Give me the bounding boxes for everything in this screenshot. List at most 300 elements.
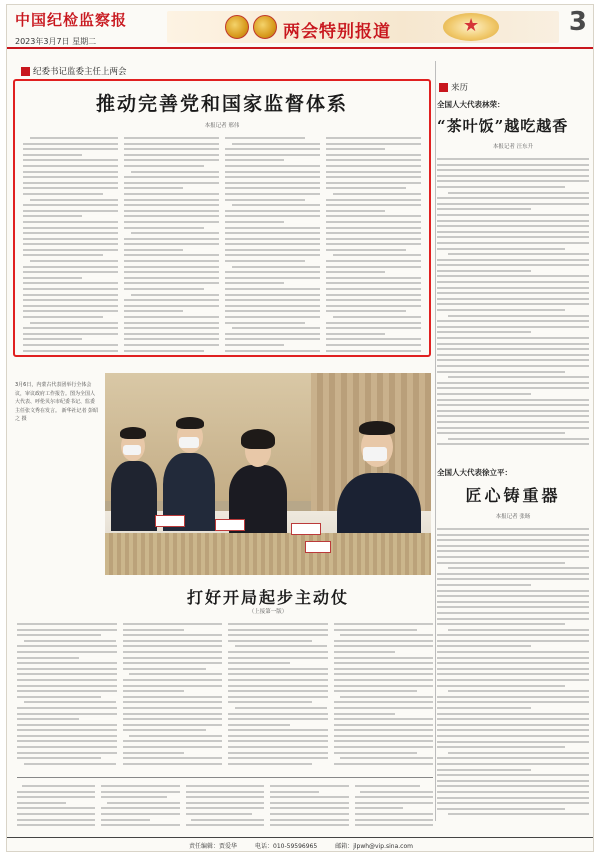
text-line — [23, 271, 118, 273]
text-line — [124, 316, 219, 318]
text-line — [437, 550, 589, 552]
text-line — [186, 791, 264, 793]
text-line — [437, 220, 589, 222]
text-line — [225, 260, 305, 262]
text-line — [23, 143, 118, 145]
text-line — [101, 807, 179, 809]
text-line — [448, 253, 589, 255]
text-line — [123, 752, 185, 754]
text-line — [437, 309, 565, 311]
text-line — [437, 634, 589, 636]
text-line — [437, 404, 589, 406]
text-line — [437, 393, 531, 395]
text-line — [437, 236, 589, 238]
text-line — [334, 623, 434, 625]
text-line — [123, 740, 223, 742]
text-line — [334, 668, 434, 670]
text-line — [23, 305, 118, 307]
text-line — [340, 634, 433, 636]
text-line — [228, 729, 328, 731]
bottom-col-1 — [17, 785, 95, 830]
nameplate-3 — [291, 523, 321, 535]
national-emblem-icon — [253, 15, 277, 39]
text-line — [17, 735, 117, 737]
text-line — [23, 182, 118, 184]
text-line — [232, 204, 320, 206]
text-line — [437, 623, 565, 625]
text-line — [326, 249, 406, 251]
text-line — [225, 294, 320, 296]
text-line — [270, 785, 348, 787]
text-line — [186, 796, 264, 798]
text-line — [23, 210, 118, 212]
text-line — [437, 354, 589, 356]
text-line — [437, 713, 589, 715]
text-line — [123, 685, 223, 687]
text-line — [437, 298, 589, 300]
text-line — [124, 159, 219, 161]
sidebar-article-2-byline: 本报记者 张旸 — [495, 514, 531, 520]
party-emblem-icon — [225, 15, 249, 39]
newspaper-page — [6, 4, 594, 852]
text-line — [437, 387, 589, 389]
text-line — [123, 701, 223, 703]
text-line — [437, 668, 589, 670]
text-line — [124, 305, 219, 307]
text-line — [225, 227, 320, 229]
photo-caption: 3月6日，内蒙古代表团举行全体会议，审议政府工作报告。图为全国人大代表、呼伦贝尔市纪委书记、监委主任张文秀在发言。 新华社记者 彭昭之 摄 — [15, 382, 99, 422]
text-line — [17, 729, 117, 731]
text-line — [437, 259, 589, 261]
text-line — [228, 685, 328, 687]
text-line — [437, 657, 589, 659]
text-line — [232, 266, 320, 268]
text-line — [225, 333, 320, 335]
text-line — [437, 679, 589, 681]
text-line — [437, 640, 589, 642]
text-line — [437, 797, 589, 799]
text-line — [101, 791, 179, 793]
text-line — [225, 243, 320, 245]
text-line — [124, 215, 219, 217]
text-line — [437, 208, 531, 210]
text-line — [334, 718, 434, 720]
text-line — [333, 254, 421, 256]
text-line — [437, 399, 589, 401]
continued-article-body — [17, 785, 433, 830]
text-line — [129, 673, 222, 675]
footer-phone: 电话：010-59596965 — [255, 843, 318, 850]
text-line — [17, 623, 117, 625]
footer-editor: 责任编辑：贾爱华 — [189, 843, 238, 850]
masthead-left — [15, 9, 128, 47]
text-line — [326, 176, 421, 178]
text-line — [225, 238, 320, 240]
text-line — [228, 696, 328, 698]
text-line — [334, 679, 434, 681]
text-line — [437, 573, 589, 575]
text-line — [23, 266, 118, 268]
nameplate-2 — [215, 519, 245, 531]
text-line — [23, 310, 118, 312]
text-line — [235, 645, 328, 647]
text-line — [124, 260, 219, 262]
text-line — [225, 154, 320, 156]
text-line — [123, 713, 223, 715]
text-line — [17, 791, 95, 793]
text-line — [225, 215, 320, 217]
text-line — [124, 271, 219, 273]
text-line — [437, 180, 589, 182]
text-line — [101, 785, 179, 787]
text-line — [437, 556, 589, 558]
lead-col-4 — [326, 137, 421, 355]
speaker-hair — [241, 429, 275, 449]
text-line — [124, 254, 219, 256]
text-line — [334, 657, 434, 659]
text-line — [123, 696, 223, 698]
text-line — [225, 249, 320, 251]
sidebar-article-1-body — [437, 158, 589, 445]
sidebar-article-1[interactable] — [437, 87, 589, 449]
text-line — [124, 199, 219, 201]
text-line — [437, 735, 589, 737]
text-line — [17, 657, 79, 659]
column-tag — [21, 65, 127, 77]
text-line — [437, 326, 589, 328]
second-col-3 — [228, 623, 328, 768]
text-line — [270, 796, 348, 798]
text-line — [131, 294, 219, 296]
text-line — [225, 159, 284, 161]
text-line — [123, 634, 223, 636]
text-line — [124, 204, 219, 206]
text-line — [124, 282, 219, 284]
text-line — [225, 322, 305, 324]
text-line — [437, 606, 589, 608]
text-line — [123, 707, 223, 709]
text-line — [123, 662, 223, 664]
text-line — [232, 327, 320, 329]
text-line — [228, 662, 290, 664]
text-line — [225, 282, 284, 284]
text-line — [30, 137, 118, 139]
text-line — [437, 595, 589, 597]
text-line — [334, 740, 434, 742]
delegate-1-hair — [120, 427, 146, 439]
text-line — [124, 277, 219, 279]
text-line — [17, 757, 101, 759]
text-line — [225, 316, 320, 318]
delegate-1-mask — [123, 445, 141, 455]
text-line — [437, 164, 589, 166]
text-line — [123, 690, 185, 692]
text-line — [186, 813, 252, 815]
text-line — [326, 271, 385, 273]
text-line — [17, 629, 117, 631]
text-line — [437, 410, 589, 412]
text-line — [334, 763, 434, 765]
text-line — [228, 752, 328, 754]
masthead — [7, 5, 594, 49]
text-line — [228, 701, 312, 703]
text-line — [225, 221, 284, 223]
text-line — [270, 802, 348, 804]
text-line — [334, 729, 434, 731]
text-line — [186, 807, 264, 809]
lead-article-title[interactable]: 推动完善党和国家监督体系 — [95, 93, 348, 115]
text-line — [124, 327, 219, 329]
delegate-2-mask — [179, 437, 199, 448]
sidebar-article-1-kicker: 全国人大代表林荣： — [437, 100, 505, 109]
lead-article-byline: 本报记者 邢伟 — [204, 123, 240, 129]
text-line — [437, 264, 589, 266]
text-line — [23, 221, 118, 223]
delegate-4-hair — [359, 421, 395, 435]
text-line — [437, 337, 589, 339]
text-line — [23, 148, 118, 150]
text-line — [326, 322, 421, 324]
text-line — [360, 791, 433, 793]
text-line — [124, 176, 219, 178]
text-line — [225, 350, 320, 352]
text-line — [340, 757, 433, 759]
text-line — [124, 210, 219, 212]
text-line — [17, 634, 101, 636]
text-line — [326, 154, 421, 156]
text-line — [17, 802, 66, 804]
text-line — [23, 277, 82, 279]
lead-col-2 — [124, 137, 219, 355]
text-line — [232, 143, 320, 145]
text-line — [228, 629, 328, 631]
text-line — [225, 165, 320, 167]
delegate-2-hair — [176, 417, 204, 429]
text-line — [123, 640, 223, 642]
text-line — [326, 288, 421, 290]
text-line — [17, 696, 101, 698]
text-line — [23, 282, 118, 284]
text-line — [124, 238, 219, 240]
text-line — [437, 175, 589, 177]
text-line — [17, 746, 117, 748]
text-line — [129, 735, 222, 737]
text-line — [326, 327, 421, 329]
text-line — [437, 343, 589, 345]
text-line — [437, 696, 589, 698]
text-line — [123, 657, 223, 659]
text-line — [437, 785, 589, 787]
nameplate-4 — [305, 541, 331, 553]
text-line — [225, 187, 320, 189]
text-line — [326, 199, 421, 201]
text-line — [334, 629, 418, 631]
bottom-col-2 — [101, 785, 179, 830]
delegate-1 — [111, 461, 157, 531]
text-line — [448, 629, 589, 631]
text-line — [437, 371, 565, 373]
second-article-body — [17, 623, 433, 768]
text-line — [448, 192, 589, 194]
lead-article[interactable] — [13, 79, 431, 357]
text-line — [437, 303, 589, 305]
text-line — [334, 701, 434, 703]
text-line — [228, 746, 328, 748]
text-line — [225, 193, 320, 195]
text-line — [333, 193, 421, 195]
text-line — [334, 662, 434, 664]
text-line — [437, 780, 589, 782]
meeting-photo[interactable] — [105, 373, 431, 575]
text-line — [123, 746, 223, 748]
text-line — [228, 757, 328, 759]
text-line — [23, 238, 118, 240]
text-line — [326, 159, 421, 161]
text-line — [124, 148, 219, 150]
text-line — [437, 718, 589, 720]
text-line — [131, 232, 219, 234]
sidebar-article-2-title[interactable]: 匠心铸重器 — [465, 486, 561, 505]
delegate-4-mask — [363, 447, 387, 461]
text-line — [437, 225, 589, 227]
text-line — [437, 673, 589, 675]
sidebar-article-1-title[interactable]: “茶叶饭”越吃越香 — [437, 117, 569, 135]
text-line — [124, 288, 204, 290]
text-line — [437, 791, 589, 793]
second-article-byline: （上接第一版） — [248, 609, 288, 615]
text-line — [225, 148, 320, 150]
text-line — [225, 271, 320, 273]
text-line — [124, 333, 219, 335]
text-line — [23, 165, 118, 167]
text-line — [17, 651, 117, 653]
text-line — [437, 539, 589, 541]
text-line — [225, 182, 320, 184]
text-line — [326, 305, 421, 307]
text-line — [448, 752, 589, 754]
text-line — [437, 432, 565, 434]
text-line — [228, 735, 328, 737]
text-line — [124, 338, 219, 340]
text-line — [437, 186, 565, 188]
text-line — [228, 651, 328, 653]
text-line — [326, 243, 421, 245]
text-line — [334, 645, 434, 647]
page-footer — [7, 837, 594, 852]
sidebar-article-2[interactable] — [437, 455, 589, 819]
text-line — [225, 288, 320, 290]
text-line — [437, 618, 589, 620]
sidebar-article-2-kicker: 全国人大代表徐立平： — [437, 468, 512, 477]
text-line — [355, 824, 433, 826]
text-line — [124, 227, 204, 229]
text-line — [437, 562, 565, 564]
text-line — [437, 802, 589, 804]
footer-email[interactable]: 邮箱：jlpwh@vip.sina.com — [335, 843, 413, 850]
text-line — [124, 182, 219, 184]
text-line — [437, 651, 589, 653]
text-line — [270, 824, 348, 826]
text-line — [355, 813, 433, 815]
text-line — [17, 668, 117, 670]
text-line — [23, 193, 103, 195]
text-line — [22, 785, 95, 787]
text-line — [123, 645, 223, 647]
text-line — [228, 623, 328, 625]
photo-tablecloth — [105, 533, 431, 575]
lead-article-body — [23, 137, 421, 355]
text-line — [437, 701, 589, 703]
text-line — [355, 802, 433, 804]
text-line — [326, 204, 421, 206]
text-line — [23, 299, 118, 301]
text-line — [23, 232, 118, 234]
text-line — [17, 807, 95, 809]
text-line — [23, 249, 118, 251]
text-line — [123, 757, 223, 759]
text-line — [107, 802, 180, 804]
text-line — [448, 690, 589, 692]
text-line — [124, 187, 183, 189]
text-line — [326, 148, 385, 150]
text-line — [17, 718, 79, 720]
text-line — [17, 685, 117, 687]
text-line — [326, 282, 421, 284]
text-line — [228, 724, 290, 726]
text-line — [326, 182, 421, 184]
text-line — [437, 729, 589, 731]
text-line — [326, 221, 421, 223]
text-line — [326, 171, 421, 173]
text-line — [355, 785, 421, 787]
text-line — [186, 824, 264, 826]
text-line — [17, 824, 95, 826]
text-line — [448, 438, 589, 440]
text-line — [437, 421, 589, 423]
text-line — [437, 359, 589, 361]
text-line — [225, 210, 320, 212]
text-line — [24, 763, 117, 765]
text-line — [191, 819, 264, 821]
text-line — [437, 169, 589, 171]
text-line — [437, 292, 589, 294]
text-line — [123, 679, 223, 681]
text-line — [437, 578, 589, 580]
text-line — [17, 662, 117, 664]
text-line — [326, 165, 421, 167]
text-line — [228, 668, 328, 670]
text-line — [225, 310, 320, 312]
text-line — [17, 690, 117, 692]
text-line — [225, 176, 320, 178]
text-line — [123, 718, 223, 720]
column-tag-marker-icon — [21, 67, 30, 76]
text-line — [437, 763, 589, 765]
text-line — [225, 338, 320, 340]
text-line — [17, 813, 95, 815]
text-line — [124, 322, 219, 324]
second-article-title[interactable]: 打好开局起步主动仗 — [186, 588, 349, 607]
text-line — [326, 227, 421, 229]
text-line — [437, 281, 589, 283]
text-line — [17, 752, 117, 754]
text-line — [225, 305, 320, 307]
text-line — [23, 254, 103, 256]
text-line — [355, 796, 433, 798]
text-line — [124, 165, 204, 167]
text-line — [437, 685, 565, 687]
text-line — [334, 690, 418, 692]
